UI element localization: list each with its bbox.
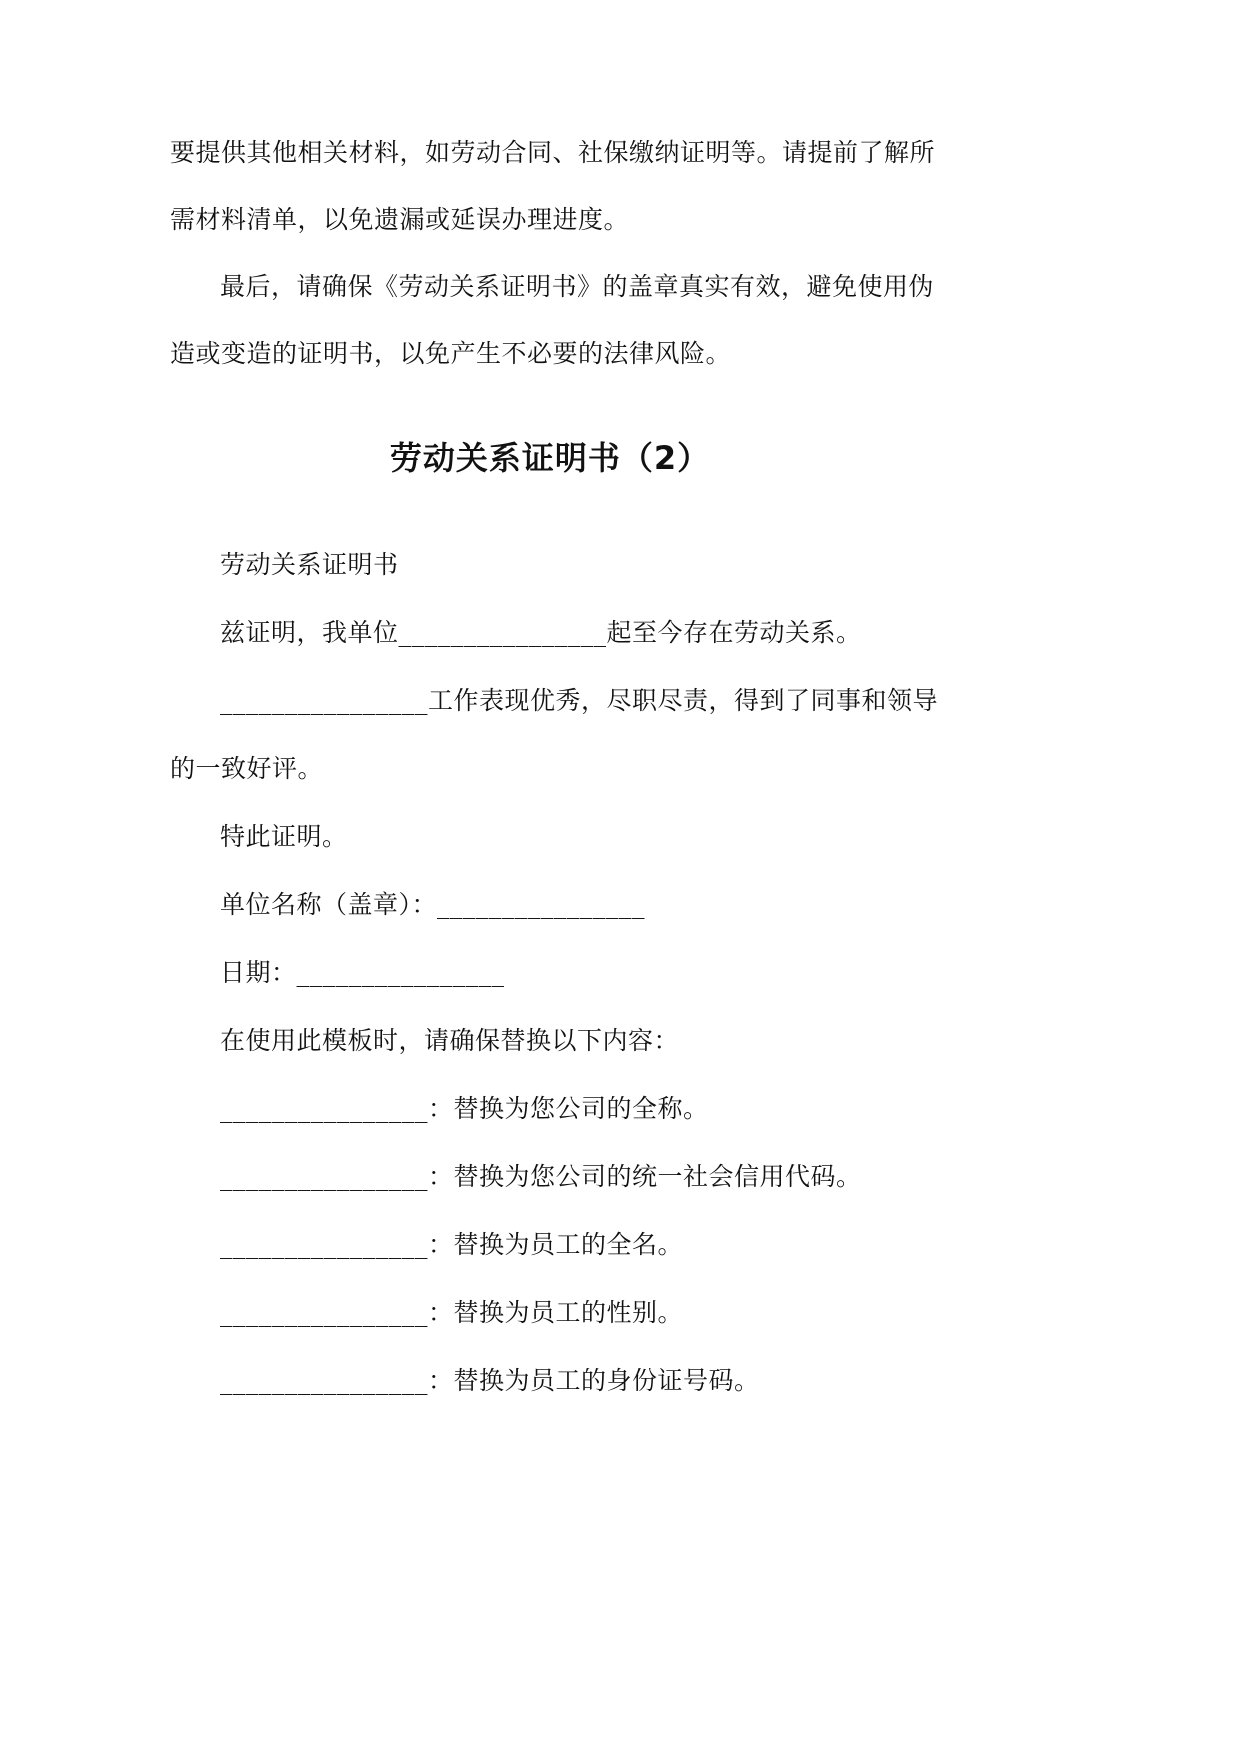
certificate-proof-line: 兹证明，我单位________________起至今存在劳动关系。 [220,618,862,647]
certificate-unit-line: 单位名称（盖章）：________________ [220,890,646,919]
section-title: 劳动关系证明书（2） [389,439,711,477]
instruction-item: ________________：替换为员工的性别。 [220,1298,684,1327]
instructions-intro: 在使用此模板时，请确保替换以下内容： [220,1026,680,1055]
paragraph-materials-line-1: 要提供其他相关材料，如劳动合同、社保缴纳证明等。请提前了解所 [170,138,936,167]
certificate-heading: 劳动关系证明书 [220,550,399,579]
instruction-item: ________________：替换为员工的全名。 [220,1230,684,1259]
paragraph-seal-line-2: 造或变造的证明书，以免产生不必要的法律风险。 [170,339,732,368]
instruction-item: ________________：替换为您公司的全称。 [220,1094,709,1123]
paragraph-materials-line-2: 需材料清单，以免遗漏或延误办理进度。 [170,205,630,234]
certificate-date-line: 日期：________________ [220,958,505,987]
instruction-item: ________________：替换为您公司的统一社会信用代码。 [220,1162,862,1191]
certificate-special-line: 特此证明。 [220,822,348,851]
instruction-item: ________________：替换为员工的身份证号码。 [220,1366,760,1395]
paragraph-seal-line-1: 最后，请确保《劳动关系证明书》的盖章真实有效，避免使用伪 [220,272,935,301]
certificate-evaluation-line-1: ________________工作表现优秀，尽职尽责，得到了同事和领导 [220,686,939,715]
certificate-evaluation-line-2: 的一致好评。 [170,754,324,783]
